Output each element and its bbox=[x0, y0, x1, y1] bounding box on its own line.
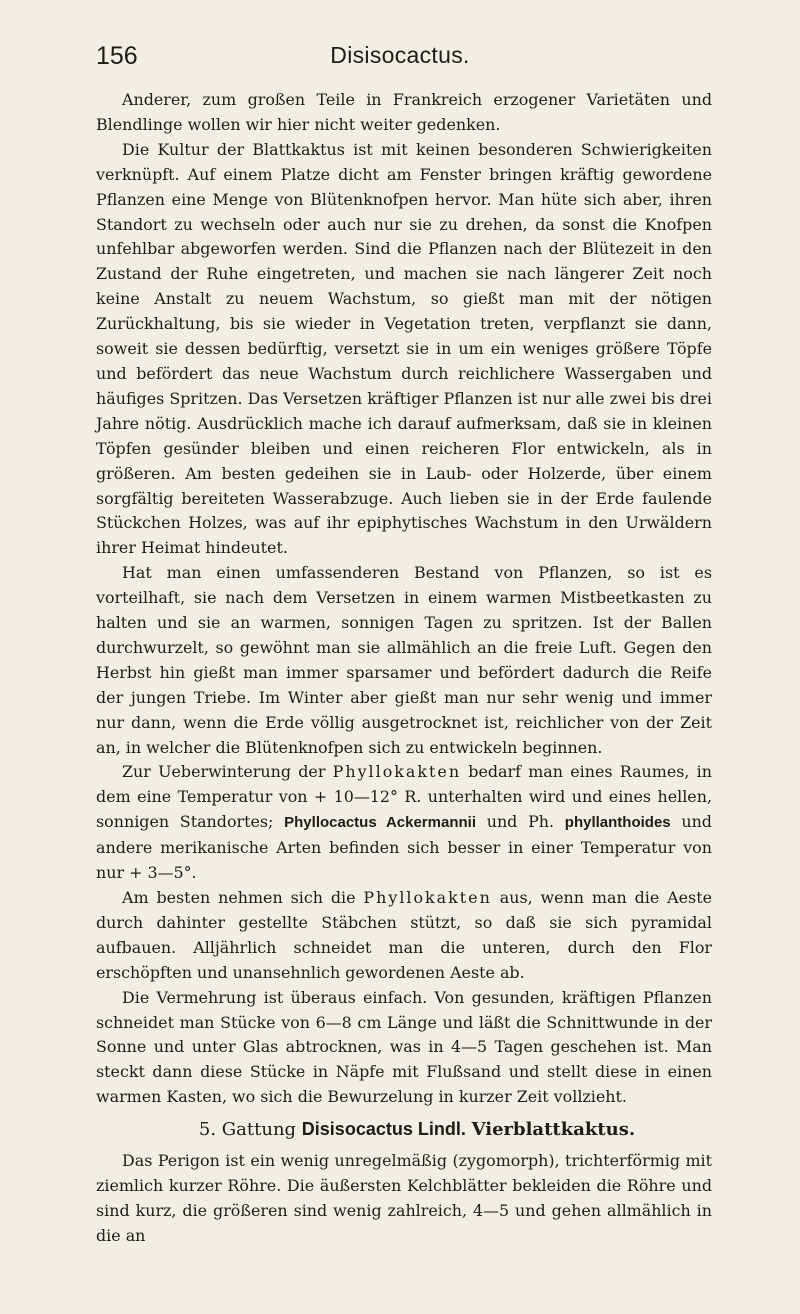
species-name: Phyllocactus Ackermannii bbox=[284, 814, 476, 832]
running-head: Disisocactus. bbox=[330, 42, 470, 68]
text-run: aus, wenn man die Aeste durch dahinter gestellte Stäbchen stützt, so daß sie sich pyramidal aufbauen. Alljährlich schneidet man die unteren, durch den Flor erschöpften und unansehnlich gewordenen Aeste ab. bbox=[96, 888, 712, 982]
page-number: 156 bbox=[96, 42, 138, 70]
paragraph: Anderer, zum großen Teile in Frankreich erzogener Varietäten und Blendlinge wollen wir hier nicht weiter gedenken. bbox=[96, 90, 712, 134]
paragraph bbox=[96, 760, 712, 886]
paragraph bbox=[96, 886, 712, 986]
text-run: Am besten nehmen sich die bbox=[122, 888, 364, 907]
text-run: Zur Ueberwinterung der bbox=[122, 762, 333, 782]
species-name: phyllanthoides bbox=[564, 814, 671, 832]
page-header bbox=[96, 42, 704, 71]
heading-genus: Disisocactus Lindl. bbox=[301, 1119, 466, 1140]
heading-common-name: Vierblattkaktus. bbox=[471, 1119, 636, 1141]
paragraph: Die Vermehrung ist überaus einfach. Von gesunden, kräftigen Pflanzen schneidet man Stücke von 6—8 cm Länge und läßt die Schnittwunde in der Sonne und unter Glas abtrocknen, was in 4—5 Tagen geschehen ist. Man steckt dann diese Stücke in Näpfe mit Flußsand und stellt diese in einen warmen Kasten, wo sich die Bewurzelung in kurzer Zeit vollzieht. bbox=[96, 987, 712, 1107]
spaced-term: Phyllokakten bbox=[332, 762, 462, 782]
text-run: bedarf man eines Raumes, in dem eine Temperatur von + 10—12° R. unterhalten wird und eines hellen, sonnigen Standortes; bbox=[96, 762, 712, 832]
text-run: und andere merikanische Arten befinden sich besser in einer Temperatur von nur + 3—5°. bbox=[96, 812, 712, 883]
paragraph: Die Kultur der Blattkaktus ist mit keinen besonderen Schwierigkeiten verknüpft. Auf einem Platze dicht am Fenster bringen kräftig gewordene Pflanzen eine Menge von Blütenknofpen hervor. Man hüte sich aber, ihren Standort zu wechseln oder auch nur sie zu drehen, da sonst die Knofpen unfehlbar abgeworfen werden. Sind die Pflanzen nach der Blütezeit in den Zustand der Ruhe eingetreten, und machen sie nach längerer Zeit noch keine Anstalt zu neuem Wachstum, so gießt man mit der nötigen Zurückhaltung, bis sie wieder in Vegetation treten, verpflanzt sie dann, soweit sie dessen bedürftig, versetzt sie in um ein weniges größere Töpfe und befördert das neue Wachstum durch reichlichere Wassergaben und häufiges Spritzen. Das Versetzen kräftiger Pflanzen ist nur alle zwei bis drei Jahre nötig. Ausdrücklich mache ich darauf aufmerksam, daß sie in kleinen Töpfen gesünder bleiben und einen reicheren Flor entwickeln, als in größeren. Am besten gedeihen sie in Laub- oder Holzerde, über einem sorgfältig bereiteten Wasserabzuge. Auch lieben sie in der Erde faulende Stückchen Holzes, was auf ihr epiphytisches Wachstum in den Urwäldern ihrer Heimat hindeutet. bbox=[96, 139, 712, 558]
spaced-term: Phyllokakten bbox=[363, 888, 492, 907]
paragraph: Das Perigon ist ein wenig unregelmäßig (zygomorph), trichterförmig mit ziemlich kurzer Röhre. Die äußersten Kelchblätter bekleiden die Röhre und sind kurz, die größeren sind wenig zahlreich, 4—5 und gehen allmählich in die an bbox=[96, 1151, 712, 1245]
paragraph: Hat man einen umfassenderen Bestand von Pflanzen, so ist es vorteilhaft, sie nach dem Versetzen in einem warmen Mistbeetkasten zu halten und sie an warmen, sonnigen Tagen zu spritzen. Ist der Ballen durchwurzelt, so gewöhnt man sie allmählich an die freie Luft. Gegen den Herbst hin gießt man immer sparsamer und befördert dadurch die Reife der jungen Triebe. Im Winter aber gießt man nur sehr wenig und immer nur dann, wenn die Erde völlig ausgetrocknet ist, reichlicher von der Zeit an, in welcher die Blütenknofpen sich zu entwickeln beginnen. bbox=[96, 563, 712, 757]
body-text bbox=[96, 88, 712, 1249]
section-heading bbox=[96, 1110, 712, 1149]
heading-number: 5. Gattung bbox=[198, 1119, 297, 1141]
text-run: und Ph. bbox=[476, 812, 565, 832]
